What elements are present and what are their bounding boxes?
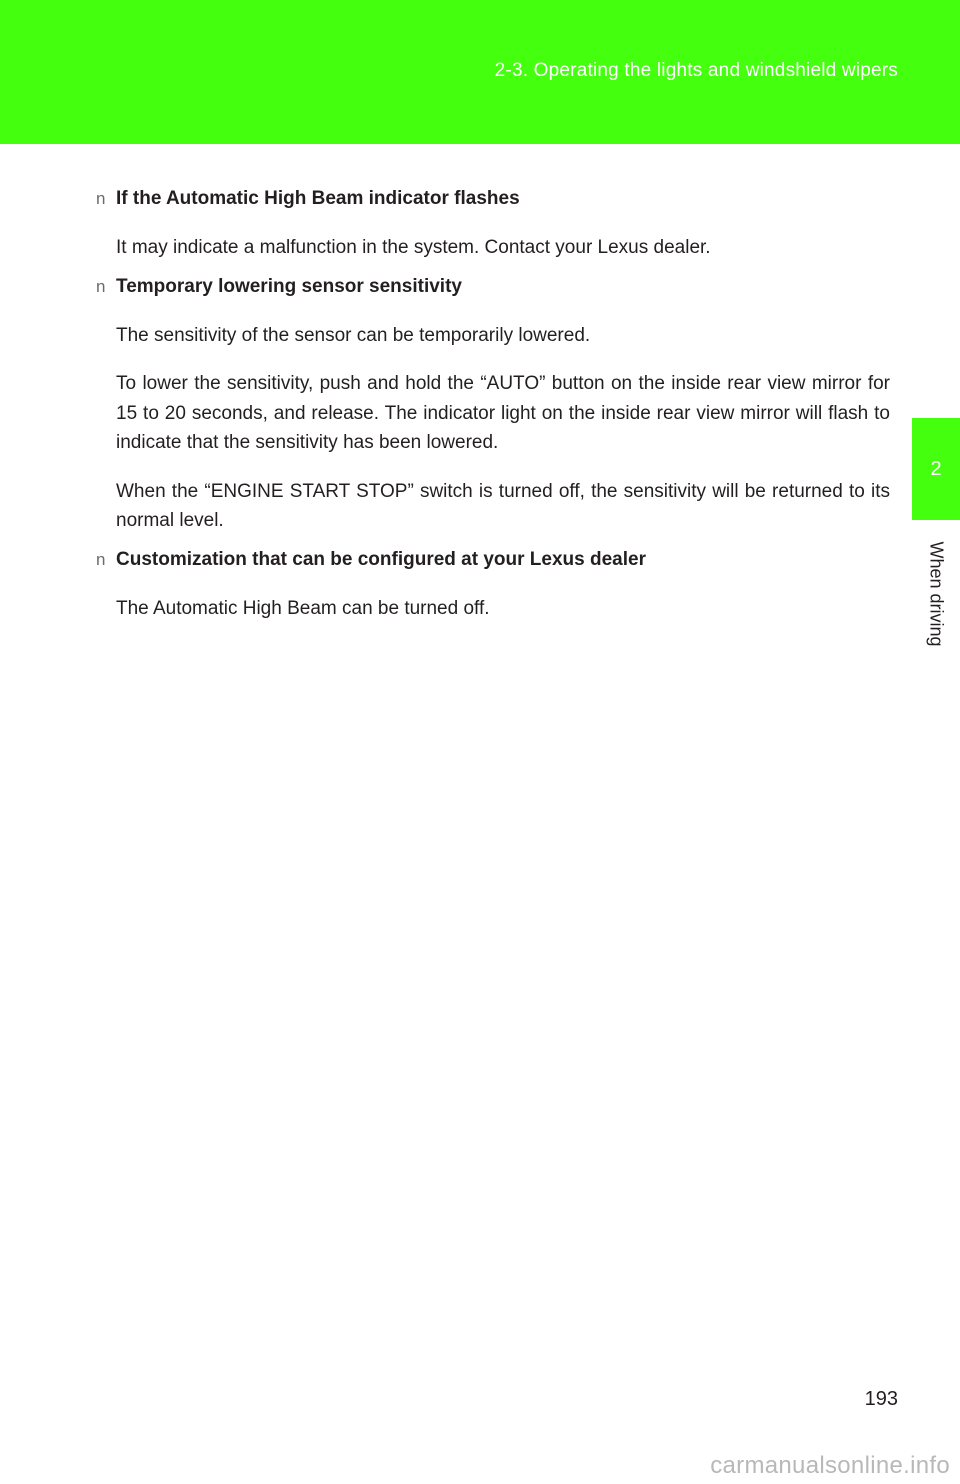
page-content xyxy=(96,184,890,632)
heading-text: If the Automatic High Beam indicator flashes xyxy=(116,188,520,209)
bullet-icon: n xyxy=(96,549,106,569)
section-heading-customization xyxy=(96,545,890,575)
heading-text: Customization that can be configured at your Lexus dealer xyxy=(116,548,646,570)
chapter-label: When driving xyxy=(926,541,947,647)
paragraph: The Automatic High Beam can be turned off. xyxy=(116,597,490,619)
section-heading-sensor-sensitivity xyxy=(96,272,890,302)
paragraph: When the “ENGINE START STOP” switch is turned off, the sensitivity will be returned to its normal level. xyxy=(116,480,890,531)
paragraph: The sensitivity of the sensor can be temporarily lowered. xyxy=(116,324,591,346)
bullet-icon: n xyxy=(96,189,106,208)
watermark: carmanualsonline.info xyxy=(710,1452,950,1479)
paragraph: To lower the sensitivity, push and hold the “AUTO” button on the inside rear view mirror for 15 to 20 seconds, and release. The indicator light on the inside rear view mirror will flash to indicate that the sensitivity has been lowered. xyxy=(116,373,890,453)
page-number: 193 xyxy=(864,1388,898,1410)
bullet-icon: n xyxy=(96,276,106,296)
chapter-number: 2 xyxy=(930,458,942,480)
section-heading-indicator-flashes xyxy=(96,184,890,214)
chapter-tab xyxy=(912,418,960,520)
heading-text: Temporary lowering sensor sensitivity xyxy=(116,275,462,297)
header-band xyxy=(0,0,960,144)
section-title: 2-3. Operating the lights and windshield wipers xyxy=(494,60,898,81)
paragraph: It may indicate a malfunction in the system. Contact your Lexus dealer. xyxy=(116,237,711,258)
